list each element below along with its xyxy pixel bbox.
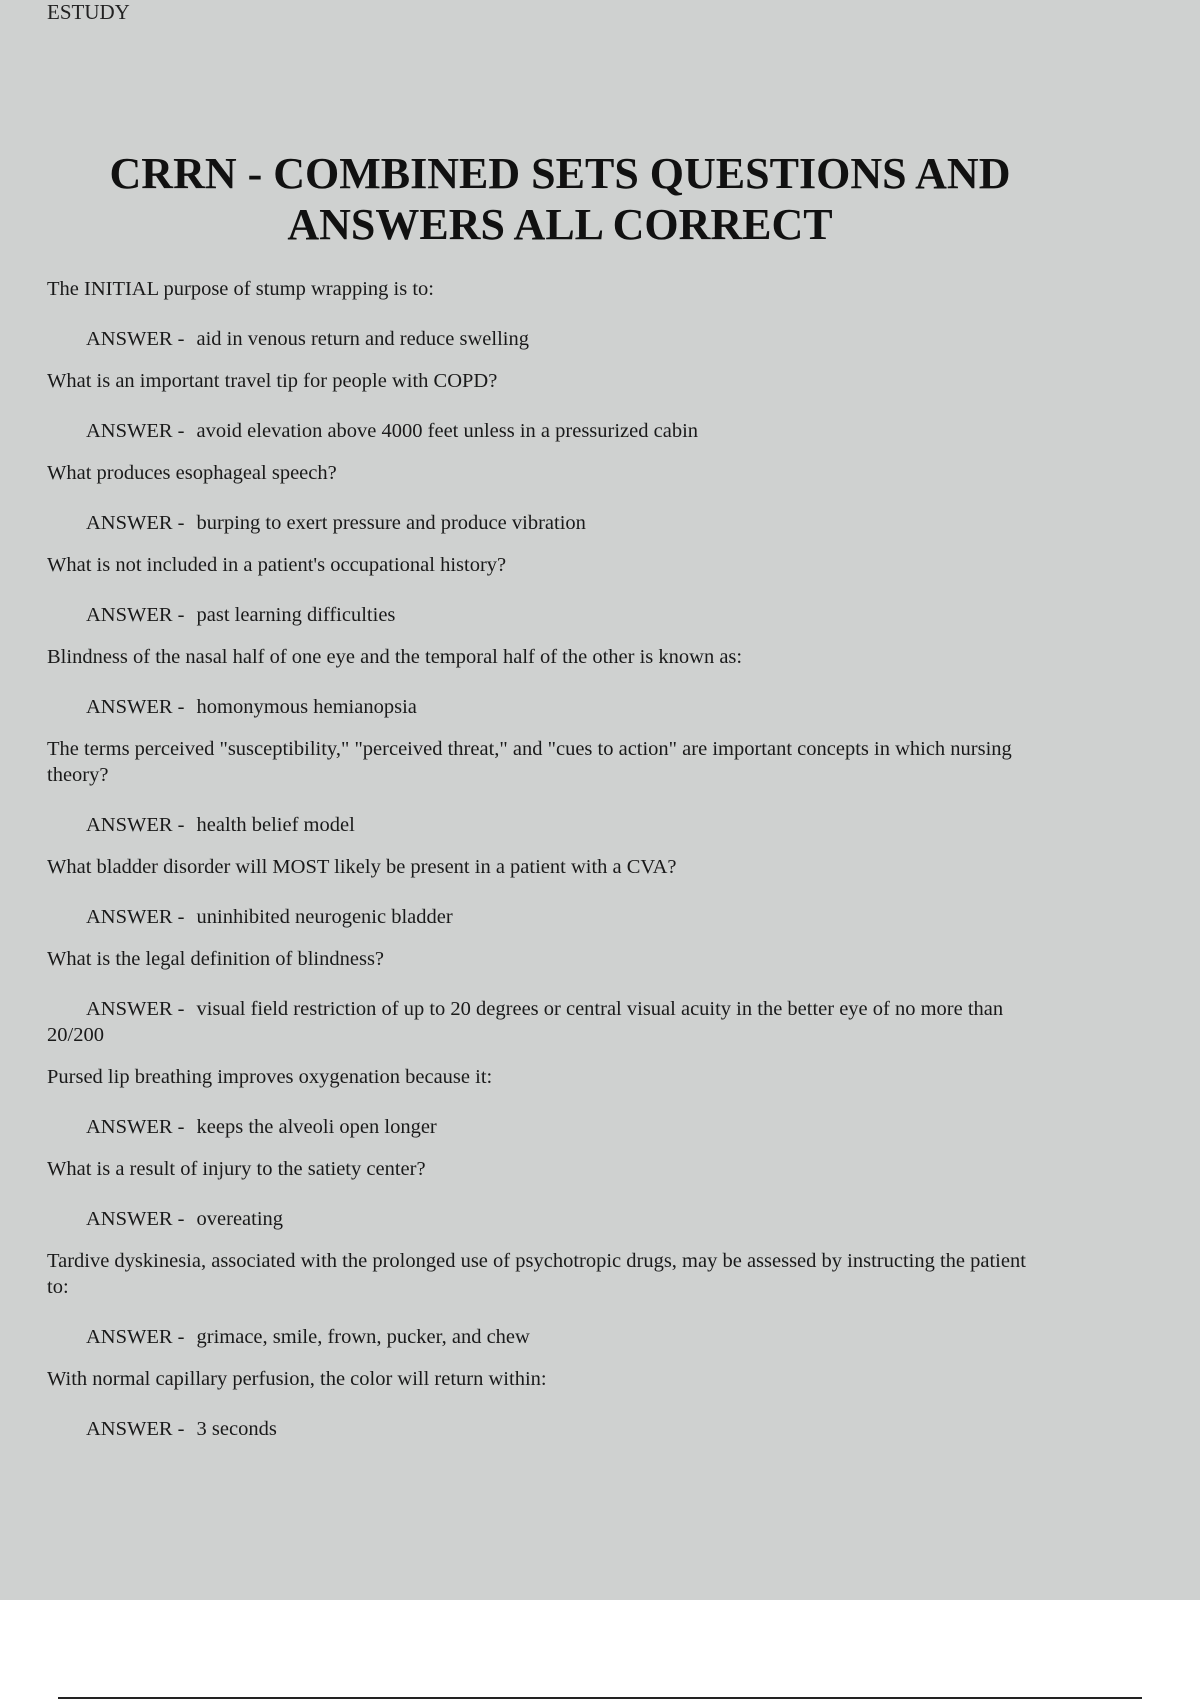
answer-text (47, 812, 1047, 838)
answer-prefix: ANSWER - (86, 998, 185, 1020)
qa-item (47, 368, 1047, 444)
answer-text (47, 510, 1047, 536)
answer-value: overeating (196, 1208, 284, 1230)
answer-prefix: ANSWER - (86, 696, 185, 718)
answer-text (47, 1206, 1047, 1232)
answer-prefix: ANSWER - (86, 906, 185, 928)
question-text: What bladder disorder will MOST likely be present in a patient with a CVA? (47, 856, 677, 878)
question-text: Pursed lip breathing improves oxygenation because it: (47, 1066, 493, 1088)
qa-item (47, 1064, 1047, 1140)
answer-prefix: ANSWER - (86, 604, 185, 626)
qa-list (47, 276, 1047, 1458)
question-text: What is a result of injury to the satiety center? (47, 1158, 426, 1180)
answer-value: aid in venous return and reduce swelling (196, 328, 529, 350)
answer-text (47, 418, 1047, 444)
question-text: What is not included in a patient's occupational history? (47, 554, 507, 576)
answer-text (47, 1324, 1047, 1350)
answer-text (47, 1114, 1047, 1140)
answer-text (47, 602, 1047, 628)
qa-item (47, 644, 1047, 720)
answer-value: avoid elevation above 4000 feet unless in a pressurized cabin (196, 420, 699, 442)
qa-item (47, 276, 1047, 352)
answer-prefix: ANSWER - (86, 328, 185, 350)
question-text: With normal capillary perfusion, the color will return within: (47, 1368, 547, 1390)
answer-text (47, 326, 1047, 352)
answer-text (47, 904, 1047, 930)
answer-value: health belief model (196, 814, 355, 836)
answer-text (47, 1416, 1047, 1442)
qa-item (47, 552, 1047, 628)
answer-text (47, 996, 1047, 1048)
footer-divider (58, 1697, 1142, 1699)
answer-prefix: ANSWER - (86, 1418, 185, 1440)
qa-item (47, 946, 1047, 1048)
answer-value: keeps the alveoli open longer (196, 1116, 437, 1138)
answer-prefix: ANSWER - (86, 420, 185, 442)
answer-value: visual field restriction of up to 20 degrees or central visual acuity in the better eye of no more than 20/200 (47, 998, 1004, 1046)
answer-value: homonymous hemianopsia (196, 696, 417, 718)
answer-value: uninhibited neurogenic bladder (196, 906, 453, 928)
question-text: The INITIAL purpose of stump wrapping is to: (47, 278, 434, 300)
answer-prefix: ANSWER - (86, 1326, 185, 1348)
question-text: What is an important travel tip for people with COPD? (47, 370, 498, 392)
question-text: Tardive dyskinesia, associated with the prolonged use of psychotropic drugs, may be assessed by instructing the patient to: (47, 1250, 1026, 1298)
page-title: CRRN - COMBINED SETS QUESTIONS AND ANSWERS ALL CORRECT (109, 149, 1011, 249)
answer-prefix: ANSWER - (86, 814, 185, 836)
question-text: The terms perceived "susceptibility," "perceived threat," and "cues to action" are important concepts in which nursing theory? (47, 738, 1012, 786)
answer-prefix: ANSWER - (86, 1116, 185, 1138)
header-label: ESTUDY (47, 0, 130, 24)
qa-item (47, 1366, 1047, 1442)
question-text: What is the legal definition of blindness? (47, 948, 385, 970)
qa-item (47, 1248, 1047, 1350)
qa-item (47, 1156, 1047, 1232)
qa-item (47, 736, 1047, 838)
answer-value: 3 seconds (196, 1418, 277, 1440)
qa-item (47, 854, 1047, 930)
answer-value: burping to exert pressure and produce vibration (196, 512, 586, 534)
question-text: What produces esophageal speech? (47, 462, 337, 484)
answer-value: grimace, smile, frown, pucker, and chew (196, 1326, 530, 1348)
question-text: Blindness of the nasal half of one eye and the temporal half of the other is known as: (47, 646, 743, 668)
answer-prefix: ANSWER - (86, 512, 185, 534)
qa-item (47, 460, 1047, 536)
answer-prefix: ANSWER - (86, 1208, 185, 1230)
answer-value: past learning difficulties (196, 604, 396, 626)
answer-text (47, 694, 1047, 720)
